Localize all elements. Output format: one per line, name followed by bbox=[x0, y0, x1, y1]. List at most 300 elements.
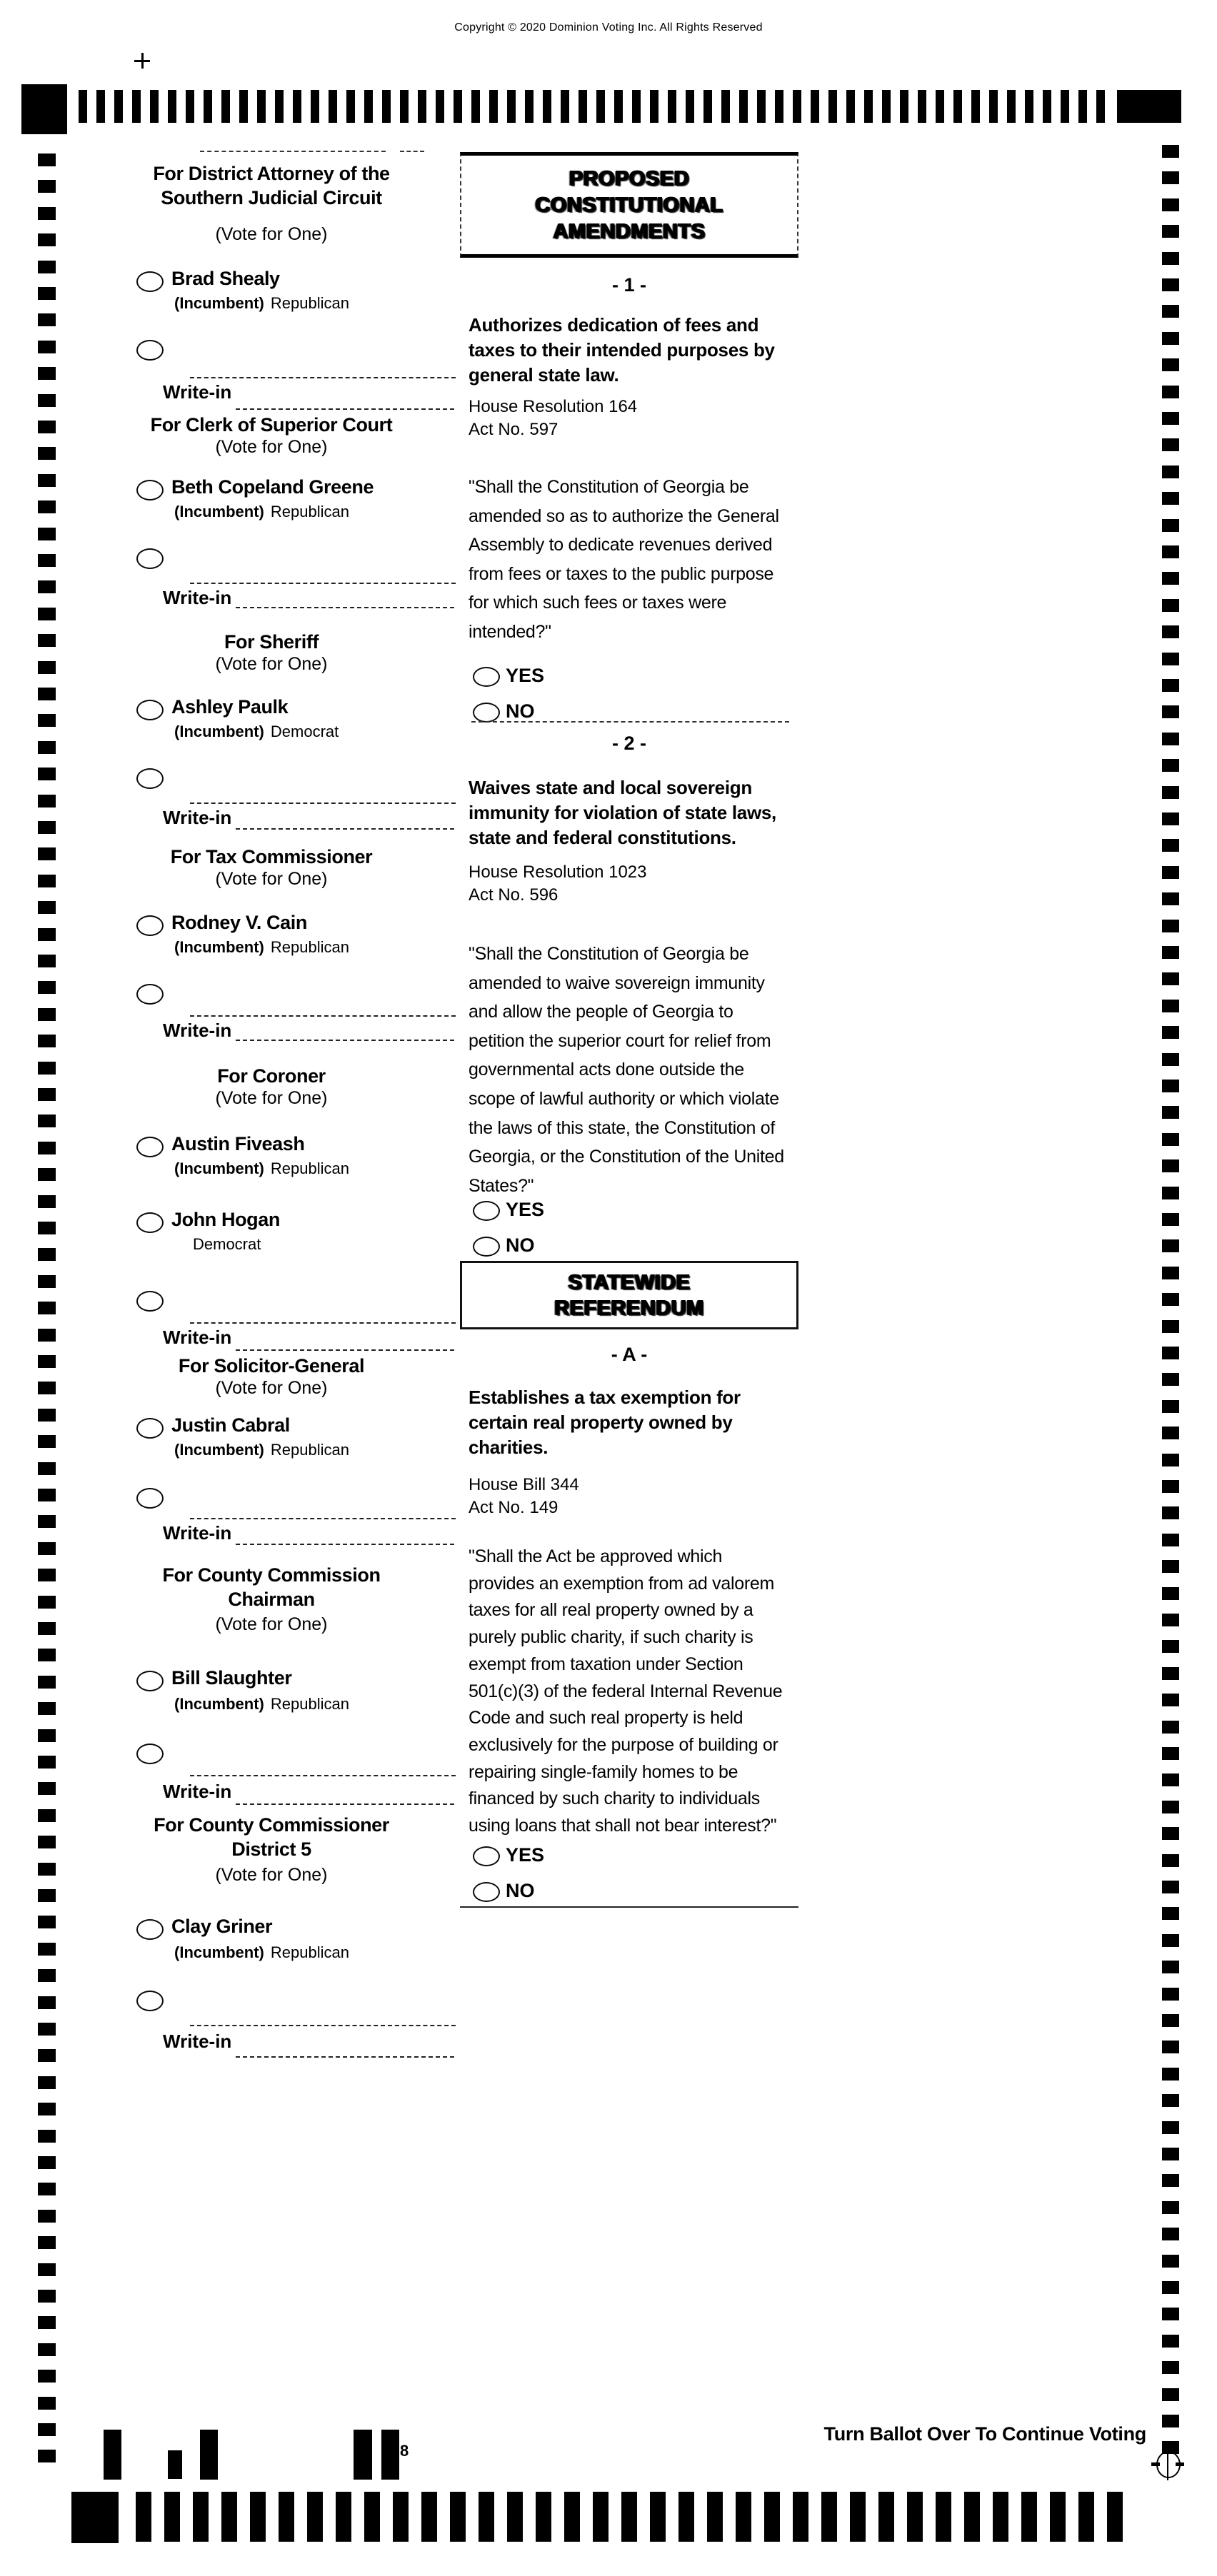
contest-title-line: For County Commissioner bbox=[154, 1814, 389, 1836]
timing-bar-top bbox=[1025, 90, 1033, 123]
timing-bar-top bbox=[1007, 90, 1016, 123]
timing-mark-right bbox=[1162, 1400, 1179, 1413]
timing-mark-left bbox=[38, 1329, 56, 1342]
separator-line bbox=[460, 1906, 798, 1908]
timing-mark-left bbox=[38, 955, 56, 967]
vote-for-one-label: (Vote for One) bbox=[215, 1088, 328, 1108]
timing-mark-left bbox=[38, 714, 56, 727]
timing-mark-left bbox=[38, 1302, 56, 1314]
write-in-line[interactable] bbox=[236, 2056, 454, 2058]
timing-bar-top bbox=[882, 90, 891, 123]
timing-mark-left bbox=[38, 1863, 56, 1876]
timing-bar-bottom bbox=[536, 2492, 551, 2542]
timing-mark-right bbox=[1162, 1213, 1179, 1226]
candidate-subline bbox=[174, 723, 339, 741]
timing-bar-top bbox=[382, 90, 391, 123]
timing-mark-left bbox=[38, 821, 56, 834]
timing-mark-right bbox=[1162, 1454, 1179, 1466]
timing-mark-left bbox=[38, 1916, 56, 1928]
yes-label: YES bbox=[506, 1844, 545, 1866]
timing-bar-bottom bbox=[193, 2492, 209, 2542]
incumbent-label: (Incumbent) bbox=[174, 723, 264, 740]
timing-mark-right bbox=[1162, 1159, 1179, 1172]
oval-write-in-solicitor-general[interactable] bbox=[136, 1488, 164, 1509]
measure-authority bbox=[469, 861, 647, 907]
section-header-line: PROPOSED bbox=[569, 166, 690, 190]
candidate-name: Bill Slaughter bbox=[171, 1667, 292, 1689]
timing-mark-left bbox=[38, 2130, 56, 2143]
question-line: States?" bbox=[469, 1175, 534, 1196]
timing-mark-left bbox=[38, 2156, 56, 2169]
timing-mark-right bbox=[1162, 2255, 1179, 2268]
measure-question bbox=[469, 473, 800, 647]
timing-mark-left bbox=[38, 1355, 56, 1368]
write-in-line[interactable] bbox=[190, 583, 456, 584]
oval-write-in-district-5[interactable] bbox=[136, 1991, 164, 2011]
barcode-bar bbox=[200, 2430, 218, 2480]
timing-mark-left bbox=[38, 1088, 56, 1101]
summary-line: Establishes a tax exemption for bbox=[469, 1387, 741, 1408]
party-label: Republican bbox=[270, 938, 349, 956]
timing-mark-left bbox=[38, 421, 56, 433]
candidate-name: Brad Shealy bbox=[171, 268, 280, 289]
candidate-subline bbox=[174, 938, 349, 957]
timing-bar-top bbox=[221, 90, 230, 123]
vote-for-one-label: (Vote for One) bbox=[215, 1865, 328, 1885]
timing-bar-top bbox=[239, 90, 248, 123]
timing-mark-right bbox=[1162, 1721, 1179, 1734]
barcode-bar bbox=[168, 2450, 182, 2479]
timing-mark-left bbox=[38, 2397, 56, 2410]
authority-line: House Resolution 1023 bbox=[469, 862, 647, 882]
timing-mark-left bbox=[38, 661, 56, 674]
candidate-subline bbox=[174, 503, 349, 521]
summary-line: charities. bbox=[469, 1437, 549, 1458]
timing-mark-left bbox=[38, 1996, 56, 2009]
timing-mark-left bbox=[38, 180, 56, 193]
timing-mark-left bbox=[38, 367, 56, 380]
section-header-line: AMENDMENTS bbox=[553, 219, 706, 243]
timing-bar-top bbox=[454, 90, 462, 123]
authority-line: Act No. 149 bbox=[469, 1498, 559, 1517]
write-in-label: Write-in bbox=[163, 1781, 232, 1802]
section-header-line: REFERENDUM bbox=[554, 1297, 704, 1319]
write-in-line[interactable] bbox=[190, 1775, 456, 1776]
timing-bar-top bbox=[275, 90, 284, 123]
oval-write-in-sheriff[interactable] bbox=[136, 768, 164, 789]
separator-line bbox=[400, 151, 424, 152]
write-in-line[interactable] bbox=[236, 408, 454, 410]
contest-title: For Solicitor-General bbox=[178, 1355, 365, 1377]
timing-block-top-left bbox=[21, 84, 67, 134]
timing-mark-right bbox=[1162, 1427, 1179, 1439]
amendment-2-no-oval[interactable] bbox=[473, 1237, 500, 1257]
write-in-line[interactable] bbox=[190, 1518, 456, 1519]
write-in-label: Write-in bbox=[163, 587, 232, 608]
timing-bar-bottom bbox=[250, 2492, 266, 2542]
measure-summary bbox=[469, 775, 798, 850]
timing-bar-top bbox=[400, 90, 409, 123]
party-label: Democrat bbox=[193, 1235, 261, 1253]
timing-mark-right bbox=[1162, 2281, 1179, 2294]
timing-mark-right bbox=[1162, 1827, 1179, 1840]
amendment-1-yes-oval[interactable] bbox=[473, 667, 500, 687]
timing-mark-left bbox=[38, 1222, 56, 1234]
write-in-line[interactable] bbox=[236, 1803, 454, 1805]
oval-rodney-v-cain[interactable] bbox=[136, 915, 164, 936]
write-in-label: Write-in bbox=[163, 1020, 232, 1041]
question-line: the laws of this state, the Constitution of bbox=[469, 1117, 776, 1138]
question-line: Assembly to dedicate revenues derived bbox=[469, 535, 773, 555]
timing-mark-right bbox=[1162, 1373, 1179, 1386]
barcode-bar bbox=[381, 2430, 399, 2480]
referendum-a-yes-oval[interactable] bbox=[473, 1846, 500, 1866]
contest-title bbox=[82, 1813, 461, 1861]
incumbent-label: (Incumbent) bbox=[174, 1441, 264, 1459]
no-label: NO bbox=[506, 1234, 535, 1256]
oval-ashley-paulk[interactable] bbox=[136, 700, 164, 720]
timing-mark-left bbox=[38, 1569, 56, 1581]
timing-bar-bottom bbox=[421, 2492, 437, 2542]
timing-bar-bottom bbox=[764, 2492, 780, 2542]
timing-bar-top bbox=[828, 90, 837, 123]
vote-for-one-label: (Vote for One) bbox=[215, 437, 328, 457]
timing-mark-left bbox=[38, 207, 56, 220]
oval-beth-copeland-greene[interactable] bbox=[136, 480, 164, 500]
write-in-line[interactable] bbox=[236, 607, 454, 608]
timing-block-bottom-left bbox=[71, 2492, 119, 2543]
timing-bar-top bbox=[346, 90, 355, 123]
timing-mark-left bbox=[38, 875, 56, 887]
timing-mark-right bbox=[1162, 920, 1179, 932]
timing-mark-left bbox=[38, 154, 56, 166]
timing-mark-left bbox=[38, 928, 56, 941]
candidate-subline bbox=[174, 1159, 349, 1178]
party-label: Republican bbox=[270, 294, 349, 312]
timing-bar-top bbox=[543, 90, 551, 123]
oval-john-hogan[interactable] bbox=[136, 1212, 164, 1233]
measure-question bbox=[469, 940, 800, 1200]
measure-number: - A - bbox=[611, 1344, 648, 1365]
measure-authority bbox=[469, 396, 637, 441]
timing-mark-right bbox=[1162, 1773, 1179, 1786]
contest-title bbox=[82, 161, 461, 210]
timing-mark-right bbox=[1162, 866, 1179, 879]
question-line: exclusively for the purpose of building or bbox=[469, 1734, 778, 1755]
timing-mark-right bbox=[1162, 1667, 1179, 1680]
question-line: "Shall the Act be approved which bbox=[469, 1546, 723, 1566]
timing-mark-right bbox=[1162, 519, 1179, 532]
timing-mark-left bbox=[38, 1649, 56, 1661]
timing-mark-right bbox=[1162, 1506, 1179, 1519]
yes-label: YES bbox=[506, 1199, 545, 1220]
question-line: exempt from taxation under Section bbox=[469, 1654, 743, 1674]
timing-bar-bottom bbox=[1107, 2492, 1123, 2542]
no-label: NO bbox=[506, 1880, 535, 1901]
timing-mark-left bbox=[38, 1836, 56, 1848]
barcode-bar bbox=[354, 2430, 372, 2480]
write-in-line[interactable] bbox=[190, 377, 456, 378]
vote-for-one-label: (Vote for One) bbox=[215, 654, 328, 674]
timing-bar-bottom bbox=[221, 2492, 237, 2542]
timing-mark-right bbox=[1162, 759, 1179, 772]
timing-mark-right bbox=[1162, 1881, 1179, 1893]
question-line: 501(c)(3) of the federal Internal Revenue bbox=[469, 1681, 783, 1701]
timing-bar-top bbox=[1078, 90, 1087, 123]
timing-mark-left bbox=[38, 847, 56, 860]
timing-bar-top bbox=[686, 90, 694, 123]
timing-mark-right bbox=[1162, 653, 1179, 665]
write-in-line[interactable] bbox=[236, 1349, 454, 1351]
timing-mark-right bbox=[1162, 1133, 1179, 1146]
authority-line: House Bill 344 bbox=[469, 1475, 579, 1494]
timing-mark-left bbox=[38, 1382, 56, 1394]
timing-mark-right bbox=[1162, 2041, 1179, 2053]
measure-question bbox=[469, 1544, 800, 1840]
timing-mark-right bbox=[1162, 946, 1179, 959]
timing-bar-top bbox=[436, 90, 444, 123]
timing-bar-top bbox=[650, 90, 658, 123]
question-line: taxes for all real property owned by a bbox=[469, 1600, 753, 1621]
candidate-subline bbox=[174, 1943, 349, 1962]
write-in-label: Write-in bbox=[163, 1327, 232, 1348]
timing-mark-left bbox=[38, 287, 56, 300]
contest-title-line: District 5 bbox=[231, 1838, 311, 1860]
write-in-line[interactable] bbox=[236, 828, 454, 830]
timing-bar-top bbox=[186, 90, 194, 123]
timing-mark-right bbox=[1162, 492, 1179, 505]
timing-bar-top bbox=[150, 90, 159, 123]
timing-mark-right bbox=[1162, 386, 1179, 398]
party-label: Republican bbox=[270, 1943, 349, 1961]
timing-mark-right bbox=[1162, 2094, 1179, 2107]
timing-mark-left bbox=[38, 1515, 56, 1528]
contest-title: For Coroner bbox=[217, 1065, 326, 1087]
candidate-name: Ashley Paulk bbox=[171, 696, 289, 718]
timing-bar-top bbox=[561, 90, 569, 123]
timing-mark-right bbox=[1162, 1934, 1179, 1947]
timing-bar-top bbox=[971, 90, 980, 123]
oval-brad-shealy[interactable] bbox=[136, 271, 164, 292]
timing-mark-right bbox=[1162, 1053, 1179, 1066]
timing-mark-right bbox=[1162, 839, 1179, 852]
timing-bar-top bbox=[632, 90, 641, 123]
oval-bill-slaughter[interactable] bbox=[136, 1671, 164, 1691]
timing-mark-left bbox=[38, 1008, 56, 1021]
referendum-a-no-oval[interactable] bbox=[473, 1882, 500, 1902]
question-line: amended to waive sovereign immunity bbox=[469, 972, 765, 993]
contest-title bbox=[82, 1563, 461, 1611]
amendment-1-no-oval[interactable] bbox=[473, 703, 500, 723]
timing-bar-top bbox=[96, 90, 105, 123]
amendments-section-header bbox=[460, 152, 798, 258]
timing-bar-bottom bbox=[678, 2492, 694, 2542]
timing-bar-top bbox=[257, 90, 266, 123]
timing-bar-top bbox=[936, 90, 944, 123]
candidate-subline bbox=[174, 1695, 349, 1714]
timing-mark-left bbox=[38, 634, 56, 647]
timing-bar-bottom bbox=[850, 2492, 866, 2542]
timing-mark-left bbox=[38, 2450, 56, 2462]
timing-bar-top bbox=[596, 90, 605, 123]
timing-mark-left bbox=[38, 795, 56, 807]
candidate-name: Austin Fiveash bbox=[171, 1133, 305, 1154]
timing-bar-top bbox=[1061, 90, 1069, 123]
write-in-line[interactable] bbox=[190, 803, 456, 804]
timing-bar-top bbox=[579, 90, 587, 123]
party-label: Republican bbox=[270, 503, 349, 520]
summary-line: general state law. bbox=[469, 364, 619, 386]
write-in-label: Write-in bbox=[163, 807, 232, 828]
timing-bar-top bbox=[311, 90, 319, 123]
timing-mark-left bbox=[38, 2316, 56, 2329]
timing-bar-bottom bbox=[479, 2492, 494, 2542]
timing-bar-bottom bbox=[164, 2492, 180, 2542]
write-in-line[interactable] bbox=[236, 1544, 454, 1545]
oval-justin-cabral[interactable] bbox=[136, 1418, 164, 1439]
question-line: provides an exemption from ad valorem bbox=[469, 1573, 774, 1594]
timing-mark-left bbox=[38, 2210, 56, 2223]
timing-mark-right bbox=[1162, 1961, 1179, 1973]
timing-bar-top bbox=[953, 90, 962, 123]
timing-bar-top bbox=[721, 90, 730, 123]
timing-mark-right bbox=[1162, 705, 1179, 718]
candidate-name: Clay Griner bbox=[171, 1916, 273, 1937]
candidate-name: Rodney V. Cain bbox=[171, 912, 307, 933]
timing-mark-left bbox=[38, 1809, 56, 1822]
timing-mark-right bbox=[1162, 1614, 1179, 1626]
summary-line: Waives state and local sovereign bbox=[469, 777, 752, 798]
timing-bar-bottom bbox=[593, 2492, 608, 2542]
timing-mark-left bbox=[38, 1115, 56, 1127]
oval-write-in-clerk[interactable] bbox=[136, 548, 164, 569]
timing-mark-right bbox=[1162, 2014, 1179, 2027]
separator-line bbox=[200, 151, 386, 152]
timing-bar-top bbox=[668, 90, 676, 123]
timing-mark-left bbox=[38, 1729, 56, 1742]
write-in-line[interactable] bbox=[190, 2025, 456, 2026]
referendum-section-header bbox=[460, 1261, 798, 1329]
timing-bar-top bbox=[364, 90, 373, 123]
write-in-line[interactable] bbox=[190, 1015, 456, 1017]
timing-mark-right bbox=[1162, 1988, 1179, 2001]
question-line: financed by such charity to individuals bbox=[469, 1788, 760, 1809]
timing-bar-top bbox=[775, 90, 783, 123]
timing-bar-top bbox=[846, 90, 855, 123]
oval-austin-fiveash[interactable] bbox=[136, 1137, 164, 1157]
registration-plus-icon bbox=[134, 53, 150, 69]
timing-bar-top bbox=[293, 90, 301, 123]
contest-title-line: Southern Judicial Circuit bbox=[161, 187, 382, 208]
timing-bar-bottom bbox=[821, 2492, 837, 2542]
timing-mark-right bbox=[1162, 1267, 1179, 1279]
timing-bar-top bbox=[79, 90, 87, 123]
timing-mark-left bbox=[38, 1782, 56, 1795]
timing-mark-left bbox=[38, 1969, 56, 1982]
write-in-line[interactable] bbox=[236, 1040, 454, 1041]
timing-mark-right bbox=[1162, 2308, 1179, 2320]
timing-mark-right bbox=[1162, 625, 1179, 638]
timing-mark-right bbox=[1162, 252, 1179, 265]
timing-mark-right bbox=[1162, 358, 1179, 371]
vote-for-one-label: (Vote for One) bbox=[215, 869, 328, 889]
timing-mark-left bbox=[38, 1943, 56, 1956]
timing-mark-right bbox=[1162, 786, 1179, 799]
timing-mark-right bbox=[1162, 599, 1179, 612]
contest-title: For Tax Commissioner bbox=[170, 846, 373, 867]
summary-line: immunity for violation of state laws, bbox=[469, 802, 776, 823]
oval-write-in-chairman[interactable] bbox=[136, 1744, 164, 1764]
timing-bar-bottom bbox=[564, 2492, 580, 2542]
timing-mark-left bbox=[38, 500, 56, 513]
oval-write-in-coroner[interactable] bbox=[136, 1291, 164, 1312]
timing-bar-bottom bbox=[936, 2492, 951, 2542]
timing-mark-right bbox=[1162, 1480, 1179, 1493]
timing-mark-right bbox=[1162, 1854, 1179, 1867]
measure-summary bbox=[469, 1385, 798, 1460]
timing-mark-right bbox=[1162, 1000, 1179, 1012]
incumbent-label: (Incumbent) bbox=[174, 294, 264, 312]
timing-mark-right bbox=[1162, 1801, 1179, 1813]
timing-mark-left bbox=[38, 901, 56, 914]
timing-mark-left bbox=[38, 2290, 56, 2303]
section-header-line: CONSTITUTIONAL bbox=[535, 193, 723, 216]
timing-bar-bottom bbox=[736, 2492, 751, 2542]
question-line: amended so as to authorize the General bbox=[469, 505, 779, 526]
timing-bar-bottom bbox=[307, 2492, 323, 2542]
candidate-name: Justin Cabral bbox=[171, 1414, 290, 1436]
oval-write-in-tax-commissioner[interactable] bbox=[136, 984, 164, 1005]
timing-mark-left bbox=[38, 981, 56, 994]
timing-mark-right bbox=[1162, 2201, 1179, 2214]
authority-line: Act No. 597 bbox=[469, 420, 559, 439]
timing-bar-bottom bbox=[621, 2492, 637, 2542]
timing-mark-right bbox=[1162, 1907, 1179, 1920]
timing-bar-bottom bbox=[907, 2492, 923, 2542]
timing-mark-right bbox=[1162, 2388, 1179, 2401]
timing-mark-right bbox=[1162, 2361, 1179, 2374]
timing-bar-bottom bbox=[1050, 2492, 1066, 2542]
timing-mark-right bbox=[1162, 2415, 1179, 2427]
party-label: Democrat bbox=[270, 723, 339, 740]
amendment-2-yes-oval[interactable] bbox=[473, 1201, 500, 1221]
timing-mark-right bbox=[1162, 572, 1179, 585]
write-in-label: Write-in bbox=[163, 2031, 232, 2052]
timing-bar-bottom bbox=[878, 2492, 894, 2542]
question-line: using loans that shall not bear interest?" bbox=[469, 1816, 777, 1836]
timing-mark-right bbox=[1162, 1534, 1179, 1546]
oval-write-in-district-attorney[interactable] bbox=[136, 340, 164, 361]
timing-bar-top bbox=[757, 90, 766, 123]
candidate-subline bbox=[174, 1441, 349, 1459]
write-in-line[interactable] bbox=[190, 1322, 456, 1324]
timing-bar-top bbox=[489, 90, 498, 123]
timing-bar-bottom bbox=[964, 2492, 980, 2542]
timing-mark-right bbox=[1162, 679, 1179, 692]
timing-mark-right bbox=[1162, 466, 1179, 478]
timing-mark-left bbox=[38, 2343, 56, 2356]
timing-mark-right bbox=[1162, 2335, 1179, 2348]
timing-mark-right bbox=[1162, 412, 1179, 425]
authority-line: Act No. 596 bbox=[469, 885, 559, 905]
timing-mark-right bbox=[1162, 1293, 1179, 1306]
timing-block-top-right bbox=[1117, 90, 1181, 123]
timing-mark-left bbox=[38, 1489, 56, 1501]
timing-mark-right bbox=[1162, 972, 1179, 985]
party-label: Republican bbox=[270, 1441, 349, 1459]
oval-clay-griner[interactable] bbox=[136, 1919, 164, 1940]
timing-bar-top bbox=[525, 90, 534, 123]
